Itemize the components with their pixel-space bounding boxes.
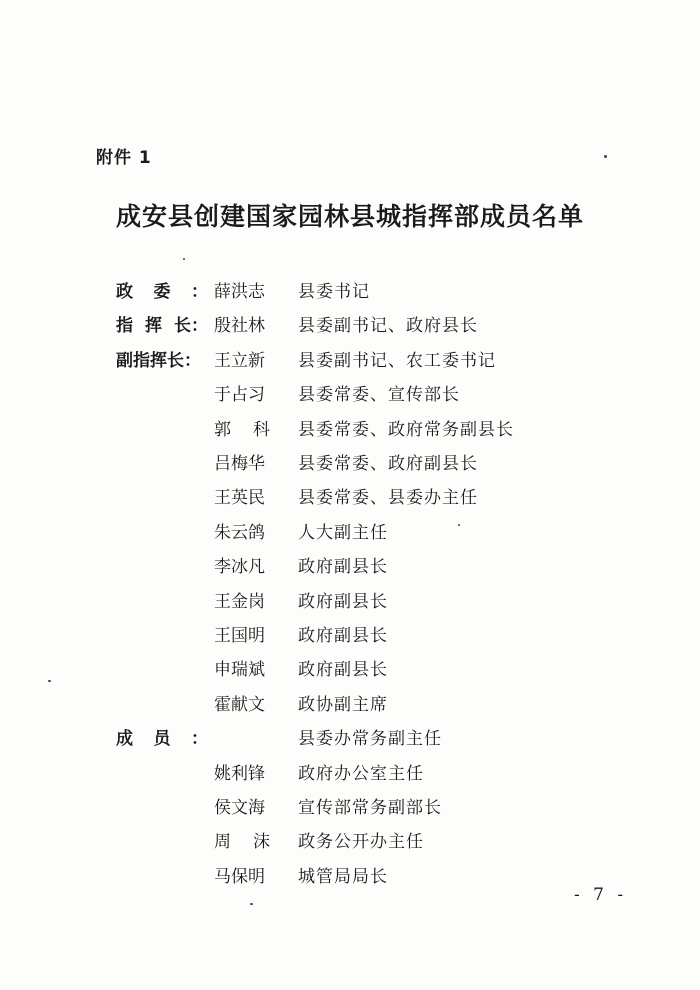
role-label-part: 政 — [116, 282, 133, 302]
member-post: 县委常委、政府常务副县长 — [298, 419, 514, 440]
member-name-part: 王金岗 — [214, 591, 265, 612]
member-post: 政府副县长 — [298, 557, 388, 578]
member-post: 县委办常务副主任 — [298, 729, 442, 750]
member-name — [214, 311, 270, 336]
member-post: 县委常委、政府副县长 — [298, 454, 478, 474]
member-name-part: 李冰凡 — [214, 557, 265, 578]
member-post: 县委副书记、农工委书记 — [298, 350, 496, 371]
member-post: 县委副书记、政府县长 — [298, 316, 478, 337]
member-name-part: 王英民 — [214, 488, 265, 509]
member-post: 县委常委、宣传部长 — [298, 385, 460, 406]
member-post: 政协副主席 — [298, 694, 388, 715]
member-name — [214, 827, 270, 852]
member-name-part: 薛洪志 — [214, 282, 265, 302]
member-name-part: 殷社林 — [214, 316, 265, 337]
member-post: 政府副县长 — [298, 591, 388, 612]
page-title: 成安县创建国家园林县城指挥部成员名单 — [115, 202, 584, 231]
role-label-part: 委 — [153, 282, 171, 302]
member-name — [214, 449, 270, 474]
member-name — [214, 552, 270, 577]
member-name — [214, 518, 270, 543]
role-label-part: 指 — [116, 316, 133, 337]
page-number: - 7 - — [574, 885, 628, 905]
scan-speck — [458, 524, 460, 526]
member-post: 县委书记 — [298, 282, 370, 302]
role-label-part: 副指挥长： — [116, 350, 201, 371]
member-name-part: 侯文海 — [214, 798, 265, 818]
role-label-part: 挥 — [145, 316, 162, 337]
member-name-part: 沫 — [253, 832, 270, 853]
member-name-part: 马保明 — [214, 866, 265, 887]
member-name-part: 周 — [214, 832, 231, 853]
member-name — [214, 862, 270, 887]
member-name — [214, 793, 270, 818]
member-name-part: 郭 — [214, 419, 231, 440]
scan-speck — [250, 903, 253, 905]
member-name — [214, 346, 270, 371]
member-name-part: 姚利锋 — [214, 763, 265, 784]
member-post: 政府副县长 — [298, 626, 388, 646]
member-post: 宣传部常务副部长 — [298, 798, 442, 818]
member-post: 政府办公室主任 — [298, 763, 424, 784]
member-post: 县委常委、县委办主任 — [298, 488, 478, 509]
member-name-part: 霍献文 — [214, 694, 265, 715]
scan-speck — [183, 258, 185, 260]
member-name-part: 科 — [253, 419, 270, 440]
member-name-part: 吕梅华 — [214, 454, 265, 474]
role-label — [116, 346, 208, 371]
member-name-part: 于占习 — [214, 385, 265, 406]
member-name — [214, 759, 270, 784]
member-name — [214, 655, 270, 680]
member-name-part: 申瑞斌 — [214, 660, 265, 681]
role-label-part: 员 — [153, 729, 171, 750]
role-label — [116, 311, 208, 336]
scan-speck — [48, 680, 51, 682]
role-label — [116, 724, 208, 749]
member-name — [214, 690, 270, 715]
role-label-part: ： — [191, 729, 208, 750]
member-name-part: 王国明 — [214, 626, 265, 646]
role-label-part: 成 — [116, 729, 133, 750]
member-name — [214, 277, 270, 302]
member-name-part: 朱云鸽 — [214, 522, 265, 543]
scan-speck — [604, 155, 607, 158]
role-label-part: 长： — [174, 316, 208, 337]
member-name — [214, 587, 270, 612]
member-name-part: 王立新 — [214, 350, 265, 371]
member-name — [214, 380, 270, 405]
member-post: 城管局局长 — [298, 866, 388, 887]
member-name — [214, 483, 270, 508]
member-post: 政府副县长 — [298, 660, 388, 681]
role-label — [116, 277, 208, 302]
member-name — [214, 621, 270, 646]
member-post: 人大副主任 — [298, 522, 388, 543]
member-post: 政务公开办主任 — [298, 832, 424, 853]
member-name — [214, 415, 270, 440]
role-label-part: ： — [191, 282, 208, 302]
attachment-label: 附件 1 — [96, 148, 152, 168]
